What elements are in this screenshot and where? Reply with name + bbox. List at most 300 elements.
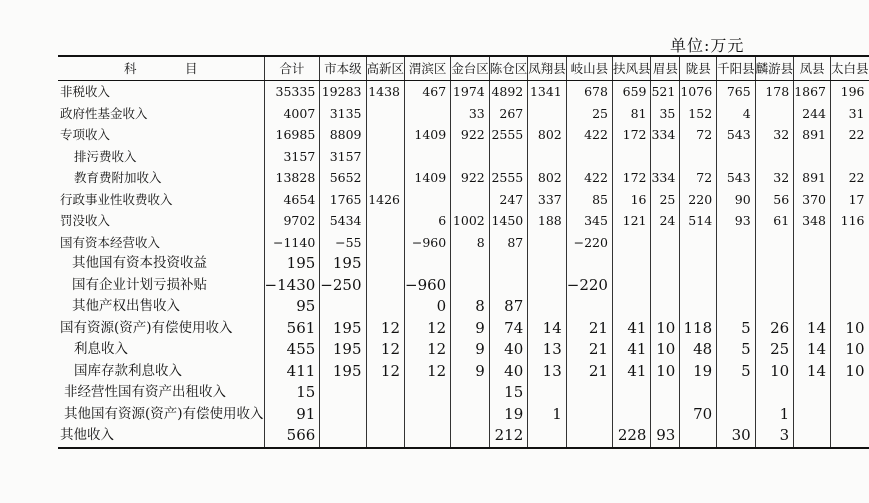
- table-cell: 48: [680, 339, 717, 361]
- table-cell: [755, 296, 794, 318]
- table-cell: [717, 296, 756, 318]
- table-cell: 4654: [264, 189, 320, 211]
- table-cell: [612, 232, 651, 254]
- table-cell: −250: [320, 275, 366, 297]
- table-cell: 12: [405, 318, 451, 340]
- table-cell: 14: [794, 361, 831, 383]
- table-cell: [755, 103, 794, 125]
- table-cell: [831, 296, 869, 318]
- row-label: 专项收入: [60, 127, 111, 142]
- row-label: 行政事业性收费收入: [60, 191, 173, 207]
- table-cell: 5: [717, 361, 756, 383]
- unit-label: 单位:万元: [670, 36, 745, 55]
- header-taibai: 太白县: [831, 56, 869, 81]
- table-cell: [366, 253, 405, 275]
- row-label: 其他国有资源(资产)有偿使用收入: [64, 405, 264, 422]
- table-cell: [651, 253, 680, 275]
- row-label: 国有资本经营收入: [60, 234, 161, 250]
- table-cell: 3157: [264, 146, 320, 168]
- table-cell: 33: [451, 103, 490, 125]
- table-cell: [320, 425, 366, 448]
- table-cell: [680, 382, 717, 404]
- table-cell: 514: [680, 210, 717, 232]
- table-row: [58, 318, 869, 340]
- table-cell: [755, 382, 794, 404]
- table-row: [58, 146, 869, 168]
- table-cell: 172: [612, 167, 651, 189]
- table-cell: 196: [831, 81, 869, 103]
- table-cell: [651, 146, 680, 168]
- row-label: 其他收入: [58, 425, 264, 448]
- table-cell: [366, 425, 405, 448]
- table-row: [58, 253, 869, 275]
- table-cell: 922: [451, 167, 490, 189]
- table-cell: [405, 103, 451, 125]
- table-cell: [528, 425, 567, 448]
- table-cell: [831, 146, 869, 168]
- table-cell: [651, 296, 680, 318]
- table-cell: 30: [717, 425, 756, 448]
- table-cell: 195: [264, 253, 320, 275]
- table-cell: 334: [651, 124, 680, 146]
- table-cell: 9: [451, 361, 490, 383]
- header-jintai: 金台区: [451, 56, 490, 81]
- table-cell: 35335: [264, 81, 320, 103]
- table-cell: 22: [831, 124, 869, 146]
- row-label: 排污费收入: [74, 148, 137, 164]
- table-cell: 5434: [320, 210, 366, 232]
- table-cell: [566, 382, 612, 404]
- table-cell: 1765: [320, 189, 366, 211]
- table-cell: 8: [451, 232, 490, 254]
- table-cell: 85: [566, 189, 612, 211]
- table-cell: [405, 146, 451, 168]
- table-cell: [366, 103, 405, 125]
- table-cell: [612, 382, 651, 404]
- table-cell: 802: [528, 167, 567, 189]
- table-cell: 1409: [405, 124, 451, 146]
- table-cell: 91: [264, 404, 320, 426]
- table-cell: [794, 232, 831, 254]
- table-cell: 1426: [366, 189, 405, 211]
- table-cell: [651, 232, 680, 254]
- table-cell: 2555: [489, 124, 528, 146]
- table-cell: [528, 275, 567, 297]
- table-cell: [566, 425, 612, 448]
- table-cell: [366, 167, 405, 189]
- table-cell: [489, 275, 528, 297]
- table-row: [58, 210, 869, 232]
- table-cell: 370: [794, 189, 831, 211]
- table-cell: 566: [264, 425, 320, 448]
- header-meixian: 眉县: [651, 56, 680, 81]
- table-cell: 3135: [320, 103, 366, 125]
- table-cell: 1002: [451, 210, 490, 232]
- row-label: 政府性基金收入: [60, 105, 148, 121]
- table-cell: [566, 253, 612, 275]
- table-cell: 152: [680, 103, 717, 125]
- table-cell: [366, 124, 405, 146]
- table-cell: [651, 275, 680, 297]
- table-cell: [451, 275, 490, 297]
- table-cell: [831, 253, 869, 275]
- table-cell: 87: [489, 232, 528, 254]
- table-cell: −1140: [264, 232, 320, 254]
- table-cell: 3157: [320, 146, 366, 168]
- table-cell: 32: [755, 167, 794, 189]
- table-cell: 12: [366, 318, 405, 340]
- header-qishan: 岐山县: [566, 56, 612, 81]
- table-cell: 118: [680, 318, 717, 340]
- table-cell: [451, 146, 490, 168]
- table-cell: 10: [831, 318, 869, 340]
- table-cell: 19: [680, 361, 717, 383]
- table-cell: [717, 275, 756, 297]
- table-cell: [366, 275, 405, 297]
- table-cell: 765: [717, 81, 756, 103]
- table-cell: 87: [489, 296, 528, 318]
- table-cell: 10: [651, 361, 680, 383]
- table-cell: [405, 189, 451, 211]
- table-cell: [528, 146, 567, 168]
- table-cell: 21: [566, 318, 612, 340]
- table-cell: 93: [717, 210, 756, 232]
- table-cell: 1: [755, 404, 794, 426]
- table-cell: 228: [612, 425, 651, 448]
- table-cell: 90: [717, 189, 756, 211]
- table-cell: 561: [264, 318, 320, 340]
- table-cell: 25: [755, 339, 794, 361]
- table-cell: [320, 296, 366, 318]
- header-row: [58, 56, 869, 81]
- table-cell: 195: [320, 318, 366, 340]
- table-cell: [451, 404, 490, 426]
- table-cell: 922: [451, 124, 490, 146]
- table-cell: [366, 382, 405, 404]
- table-cell: 422: [566, 167, 612, 189]
- table-cell: 10: [651, 318, 680, 340]
- table-cell: [528, 382, 567, 404]
- row-label: 国库存款利息收入: [74, 362, 182, 379]
- table-cell: 891: [794, 124, 831, 146]
- table-cell: [528, 253, 567, 275]
- table-cell: 14: [794, 339, 831, 361]
- table-cell: 9: [451, 339, 490, 361]
- table-cell: 24: [651, 210, 680, 232]
- table-cell: 659: [612, 81, 651, 103]
- table-cell: [612, 253, 651, 275]
- table-cell: [717, 146, 756, 168]
- row-label: 教育费附加收入: [74, 170, 162, 185]
- table-cell: 16: [612, 189, 651, 211]
- table-cell: [405, 404, 451, 426]
- table-cell: [405, 382, 451, 404]
- table-cell: [612, 296, 651, 318]
- table-cell: 61: [755, 210, 794, 232]
- table-cell: 13: [528, 339, 567, 361]
- table-cell: −1430: [264, 275, 320, 297]
- table-cell: 10: [651, 339, 680, 361]
- table-cell: [717, 382, 756, 404]
- table-cell: 40: [489, 339, 528, 361]
- table-cell: 40: [489, 361, 528, 383]
- table-cell: 4: [717, 103, 756, 125]
- table-row: [58, 382, 869, 404]
- table-cell: [651, 382, 680, 404]
- table-cell: 21: [566, 361, 612, 383]
- table-cell: [755, 146, 794, 168]
- table-cell: −55: [320, 232, 366, 254]
- table-cell: 16985: [264, 124, 320, 146]
- table-cell: [566, 296, 612, 318]
- table-cell: [794, 425, 831, 448]
- table-cell: 5: [717, 318, 756, 340]
- table-cell: 72: [680, 167, 717, 189]
- table-cell: [680, 253, 717, 275]
- table-cell: [831, 425, 869, 448]
- header-linyou: 麟游县: [755, 56, 794, 81]
- row-label: 利息收入: [74, 341, 128, 357]
- table-row: [58, 404, 869, 426]
- table-cell: 10: [831, 339, 869, 361]
- table-cell: [366, 296, 405, 318]
- table-cell: [566, 146, 612, 168]
- table-cell: [405, 425, 451, 448]
- table-cell: 422: [566, 124, 612, 146]
- revenue-table: [58, 55, 869, 449]
- table-cell: 12: [405, 339, 451, 361]
- table-row: [58, 425, 869, 448]
- table-cell: 244: [794, 103, 831, 125]
- header-total: 合计: [264, 56, 320, 81]
- table-cell: 8809: [320, 124, 366, 146]
- table-cell: [612, 146, 651, 168]
- header-fufeng: 扶风县: [612, 56, 651, 81]
- table-cell: [755, 253, 794, 275]
- table-cell: [831, 232, 869, 254]
- table-cell: 467: [405, 81, 451, 103]
- row-label: 非经营性国有资产出租收入: [64, 384, 226, 400]
- table-cell: 19283: [320, 81, 366, 103]
- table-cell: 543: [717, 167, 756, 189]
- table-cell: [717, 253, 756, 275]
- table-cell: [528, 232, 567, 254]
- table-cell: [320, 404, 366, 426]
- table-cell: 12: [405, 361, 451, 383]
- table-cell: 26: [755, 318, 794, 340]
- header-chencang: 陈仓区: [489, 56, 528, 81]
- table-cell: [451, 253, 490, 275]
- table-cell: 195: [320, 253, 366, 275]
- table-cell: [612, 275, 651, 297]
- row-label: 国有资源(资产)有偿使用收入: [60, 319, 233, 336]
- table-cell: [680, 275, 717, 297]
- table-cell: 12: [366, 361, 405, 383]
- table-cell: 81: [612, 103, 651, 125]
- table-cell: 6: [405, 210, 451, 232]
- table-cell: −960: [405, 275, 451, 297]
- table-cell: 521: [651, 81, 680, 103]
- table-cell: 891: [794, 167, 831, 189]
- table-cell: 41: [612, 318, 651, 340]
- table-cell: 22: [831, 167, 869, 189]
- table-cell: 14: [794, 318, 831, 340]
- table-cell: [680, 296, 717, 318]
- table-cell: [831, 275, 869, 297]
- table-cell: [489, 146, 528, 168]
- table-cell: 14: [528, 318, 567, 340]
- table-cell: 1: [528, 404, 567, 426]
- table-cell: 334: [651, 167, 680, 189]
- table-cell: 195: [320, 361, 366, 383]
- table-cell: 195: [320, 339, 366, 361]
- table-row: [58, 339, 869, 361]
- table-cell: 0: [405, 296, 451, 318]
- table-cell: [831, 404, 869, 426]
- table-cell: [794, 146, 831, 168]
- header-city-level: 市本级: [320, 56, 366, 81]
- table-row: [58, 124, 869, 146]
- table-cell: 1341: [528, 81, 567, 103]
- table-cell: 5: [717, 339, 756, 361]
- table-cell: 19: [489, 404, 528, 426]
- header-subject: 科 目: [58, 56, 264, 81]
- table-row: [58, 361, 869, 383]
- table-cell: 72: [680, 124, 717, 146]
- table-cell: 32: [755, 124, 794, 146]
- table-cell: [831, 382, 869, 404]
- table-cell: [405, 253, 451, 275]
- row-label: 其他产权出售收入: [72, 298, 180, 314]
- table-cell: [566, 404, 612, 426]
- table-cell: 56: [755, 189, 794, 211]
- table-cell: 15: [264, 382, 320, 404]
- table-cell: 348: [794, 210, 831, 232]
- table-cell: 74: [489, 318, 528, 340]
- table-row: [58, 232, 869, 254]
- table-cell: 121: [612, 210, 651, 232]
- table-cell: 1438: [366, 81, 405, 103]
- table-cell: 178: [755, 81, 794, 103]
- table-cell: 1450: [489, 210, 528, 232]
- table-cell: 10: [755, 361, 794, 383]
- table-cell: [612, 404, 651, 426]
- table-cell: [320, 382, 366, 404]
- header-qianyang: 千阳县: [717, 56, 756, 81]
- row-label: 罚没收入: [60, 213, 111, 228]
- table-cell: 10: [831, 361, 869, 383]
- table-row: [58, 296, 869, 318]
- table-cell: [794, 253, 831, 275]
- table-cell: 70: [680, 404, 717, 426]
- table-cell: 3: [755, 425, 794, 448]
- table-cell: −220: [566, 232, 612, 254]
- table-cell: 172: [612, 124, 651, 146]
- table-body: [58, 81, 869, 448]
- row-label: 非税收入: [60, 84, 111, 99]
- table-cell: 543: [717, 124, 756, 146]
- table-cell: 25: [651, 189, 680, 211]
- table-cell: 95: [264, 296, 320, 318]
- table-cell: 13828: [264, 167, 320, 189]
- row-label: 国有企业计划亏损补贴: [72, 276, 207, 293]
- table-cell: 1867: [794, 81, 831, 103]
- table-cell: [717, 232, 756, 254]
- header-longxian: 陇县: [680, 56, 717, 81]
- table-cell: 2555: [489, 167, 528, 189]
- table-cell: [366, 146, 405, 168]
- table-cell: −220: [566, 275, 612, 297]
- header-fengxiang: 凤翔县: [528, 56, 567, 81]
- table-cell: [451, 189, 490, 211]
- table-cell: 9: [451, 318, 490, 340]
- table-cell: 1409: [405, 167, 451, 189]
- table-cell: 25: [566, 103, 612, 125]
- table-cell: [366, 210, 405, 232]
- table-cell: [794, 275, 831, 297]
- table-cell: 345: [566, 210, 612, 232]
- table-cell: 1974: [451, 81, 490, 103]
- table-cell: 116: [831, 210, 869, 232]
- row-label: 其他国有资本投资收益: [72, 255, 207, 271]
- table-cell: [489, 253, 528, 275]
- table-cell: 41: [612, 339, 651, 361]
- table-cell: [794, 296, 831, 318]
- table-row: [58, 81, 869, 103]
- table-cell: 17: [831, 189, 869, 211]
- table-cell: 337: [528, 189, 567, 211]
- table-cell: [366, 232, 405, 254]
- table-cell: [528, 296, 567, 318]
- table-cell: 411: [264, 361, 320, 383]
- table-row: [58, 167, 869, 189]
- table-cell: 15: [489, 382, 528, 404]
- table-cell: 220: [680, 189, 717, 211]
- table-cell: 12: [366, 339, 405, 361]
- table-cell: [794, 404, 831, 426]
- table-cell: 93: [651, 425, 680, 448]
- table-cell: [755, 275, 794, 297]
- table-cell: 4892: [489, 81, 528, 103]
- table-cell: 1076: [680, 81, 717, 103]
- table-cell: 21: [566, 339, 612, 361]
- table-cell: 9702: [264, 210, 320, 232]
- header-weibin: 渭滨区: [405, 56, 451, 81]
- table-cell: [451, 425, 490, 448]
- table-cell: [680, 425, 717, 448]
- table-cell: [366, 404, 405, 426]
- table-row: [58, 189, 869, 211]
- table-cell: 247: [489, 189, 528, 211]
- table-cell: [755, 232, 794, 254]
- table-cell: 678: [566, 81, 612, 103]
- table-cell: [451, 382, 490, 404]
- header-gaoxin: 高新区: [366, 56, 405, 81]
- table-cell: 802: [528, 124, 567, 146]
- header-fengxian: 凤县: [794, 56, 831, 81]
- table-cell: 31: [831, 103, 869, 125]
- table-cell: 41: [612, 361, 651, 383]
- table-cell: [717, 404, 756, 426]
- table-cell: 35: [651, 103, 680, 125]
- table-cell: 4007: [264, 103, 320, 125]
- table-cell: [794, 382, 831, 404]
- table-cell: [651, 404, 680, 426]
- table-cell: 5652: [320, 167, 366, 189]
- table-cell: 13: [528, 361, 567, 383]
- table-row: [58, 103, 869, 125]
- table-cell: [680, 232, 717, 254]
